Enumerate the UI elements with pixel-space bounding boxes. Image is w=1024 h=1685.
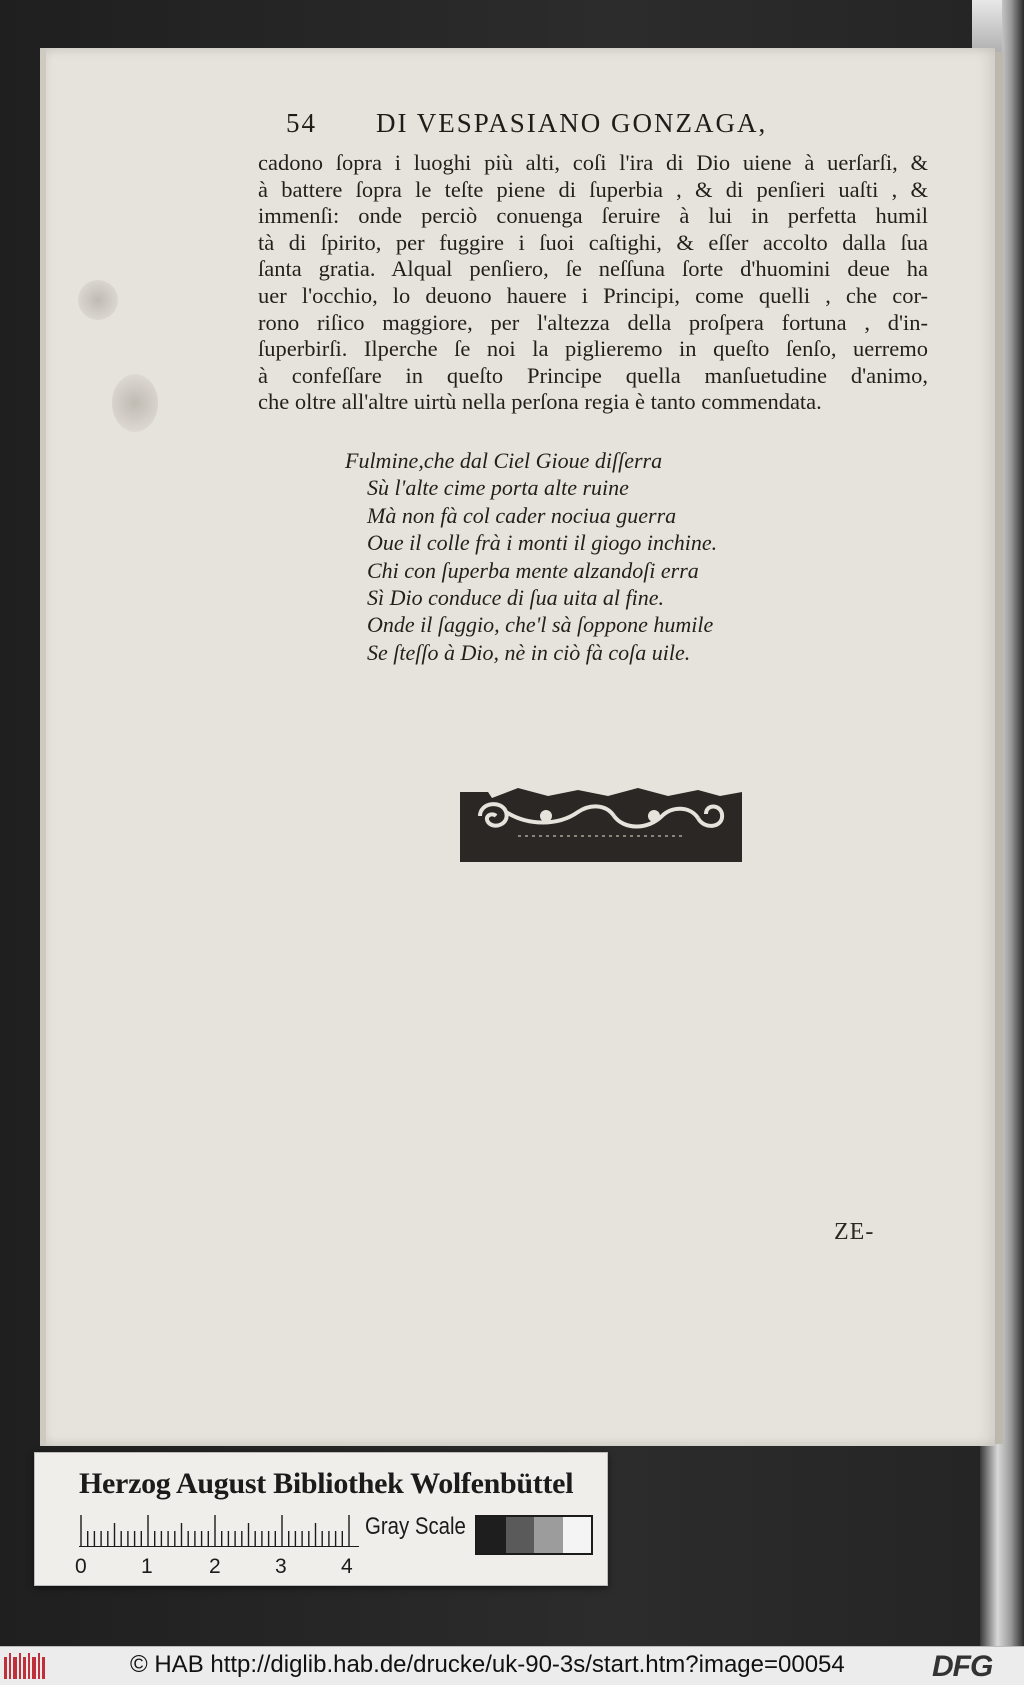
gray-scale-label: Gray Scale: [365, 1513, 466, 1540]
verse-stanza: [345, 447, 765, 666]
library-label-card: [34, 1452, 608, 1586]
prose-line: che oltre all'altre uirtù nella perſona regia è tanto commendata.: [258, 389, 822, 415]
page-right-strip: [995, 52, 1003, 1444]
ruler-numbers: [75, 1555, 375, 1579]
gray-swatch-cell: [506, 1517, 535, 1553]
woodcut-ornament: [458, 786, 744, 862]
prose-line: ſanta gratia. Alqual penſiero, ſe neſſuna ſorte d'huomini deue ha: [258, 256, 928, 282]
verse-line: Chi con ſuperba mente alzandoſi erra: [367, 557, 699, 583]
prose-line: cadono ſopra i luoghi più alti, coſi l'ira di Dio uiene à uerſarſi, &: [258, 150, 928, 175]
prose-line: rono riſico maggiore, per l'altezza della proſpera fortuna , d'in-: [258, 309, 928, 335]
gray-swatch-cell: [477, 1517, 506, 1553]
prose-line: uer l'occhio, lo deuono hauere i Principi, come quelli , che cor-: [258, 282, 928, 308]
running-title: DI VESPASIANO GONZAGA,: [376, 108, 768, 138]
ruler-number: 3: [275, 1555, 287, 1578]
copyright-url[interactable]: © HAB http://diglib.hab.de/drucke/uk-90-3s/start.htm?image=00054: [130, 1651, 845, 1678]
prose-line: immenſi: onde perciò conuenga ſeruire à lui in perfetta humil: [258, 203, 928, 229]
running-header: [286, 108, 846, 144]
prose-line: tà di ſpirito, per fuggire i ſuoi caſtighi, & eſſer accolto dalla ſua: [258, 229, 928, 255]
verse-line: Fulmine,che dal Ciel Gioue diſſerra: [345, 448, 663, 473]
verse-line: Sù l'alte cime porta alte ruine: [367, 475, 629, 501]
page-left-edge: [40, 50, 46, 1444]
verse-line: Oue il colle frà i monti il giogo inchine.: [367, 530, 718, 556]
footer-bar: [0, 1646, 1024, 1685]
catchword: ZE-: [834, 1219, 875, 1245]
ruler-number: 0: [75, 1555, 87, 1578]
gray-swatch-cell: [563, 1517, 592, 1553]
verse-line: Se ſteſſo à Dio, nè in ciò fà coſa uile.: [367, 639, 691, 665]
ruler-number: 2: [209, 1555, 221, 1578]
prose-line: à confeſſare in queſto Principe quella manſuetudine d'animo,: [258, 362, 928, 388]
page-number: 54: [286, 108, 317, 138]
verse-line: Mà non fà col cader nociua guerra: [367, 502, 677, 528]
prose-line: à battere ſopra le teſte piene di ſuperbia , & di penſieri uaſti , &: [258, 176, 928, 202]
ruler-number: 1: [141, 1555, 153, 1578]
verse-line: Sì Dio conduce di ſua uita al fine.: [367, 585, 664, 611]
gray-swatch-cell: [534, 1517, 563, 1553]
prose-line: ſuperbirſi. Ilperche ſe noi la piglieremo in queſto ſenſo, uerremo: [258, 336, 928, 362]
library-name: Herzog August Bibliothek Wolfenbüttel: [79, 1467, 574, 1500]
dfg-logo: DFG: [932, 1650, 993, 1683]
paper-stain: [112, 374, 158, 432]
paper-stain: [78, 280, 118, 320]
gray-scale-swatch: [475, 1515, 593, 1555]
ruler-number: 4: [341, 1555, 353, 1578]
scale-ruler: [79, 1513, 359, 1547]
verse-line: Onde il ſaggio, che'l sà ſoppone humile: [367, 612, 714, 638]
prose-block: [258, 150, 928, 416]
barcode-icon: [4, 1653, 46, 1679]
